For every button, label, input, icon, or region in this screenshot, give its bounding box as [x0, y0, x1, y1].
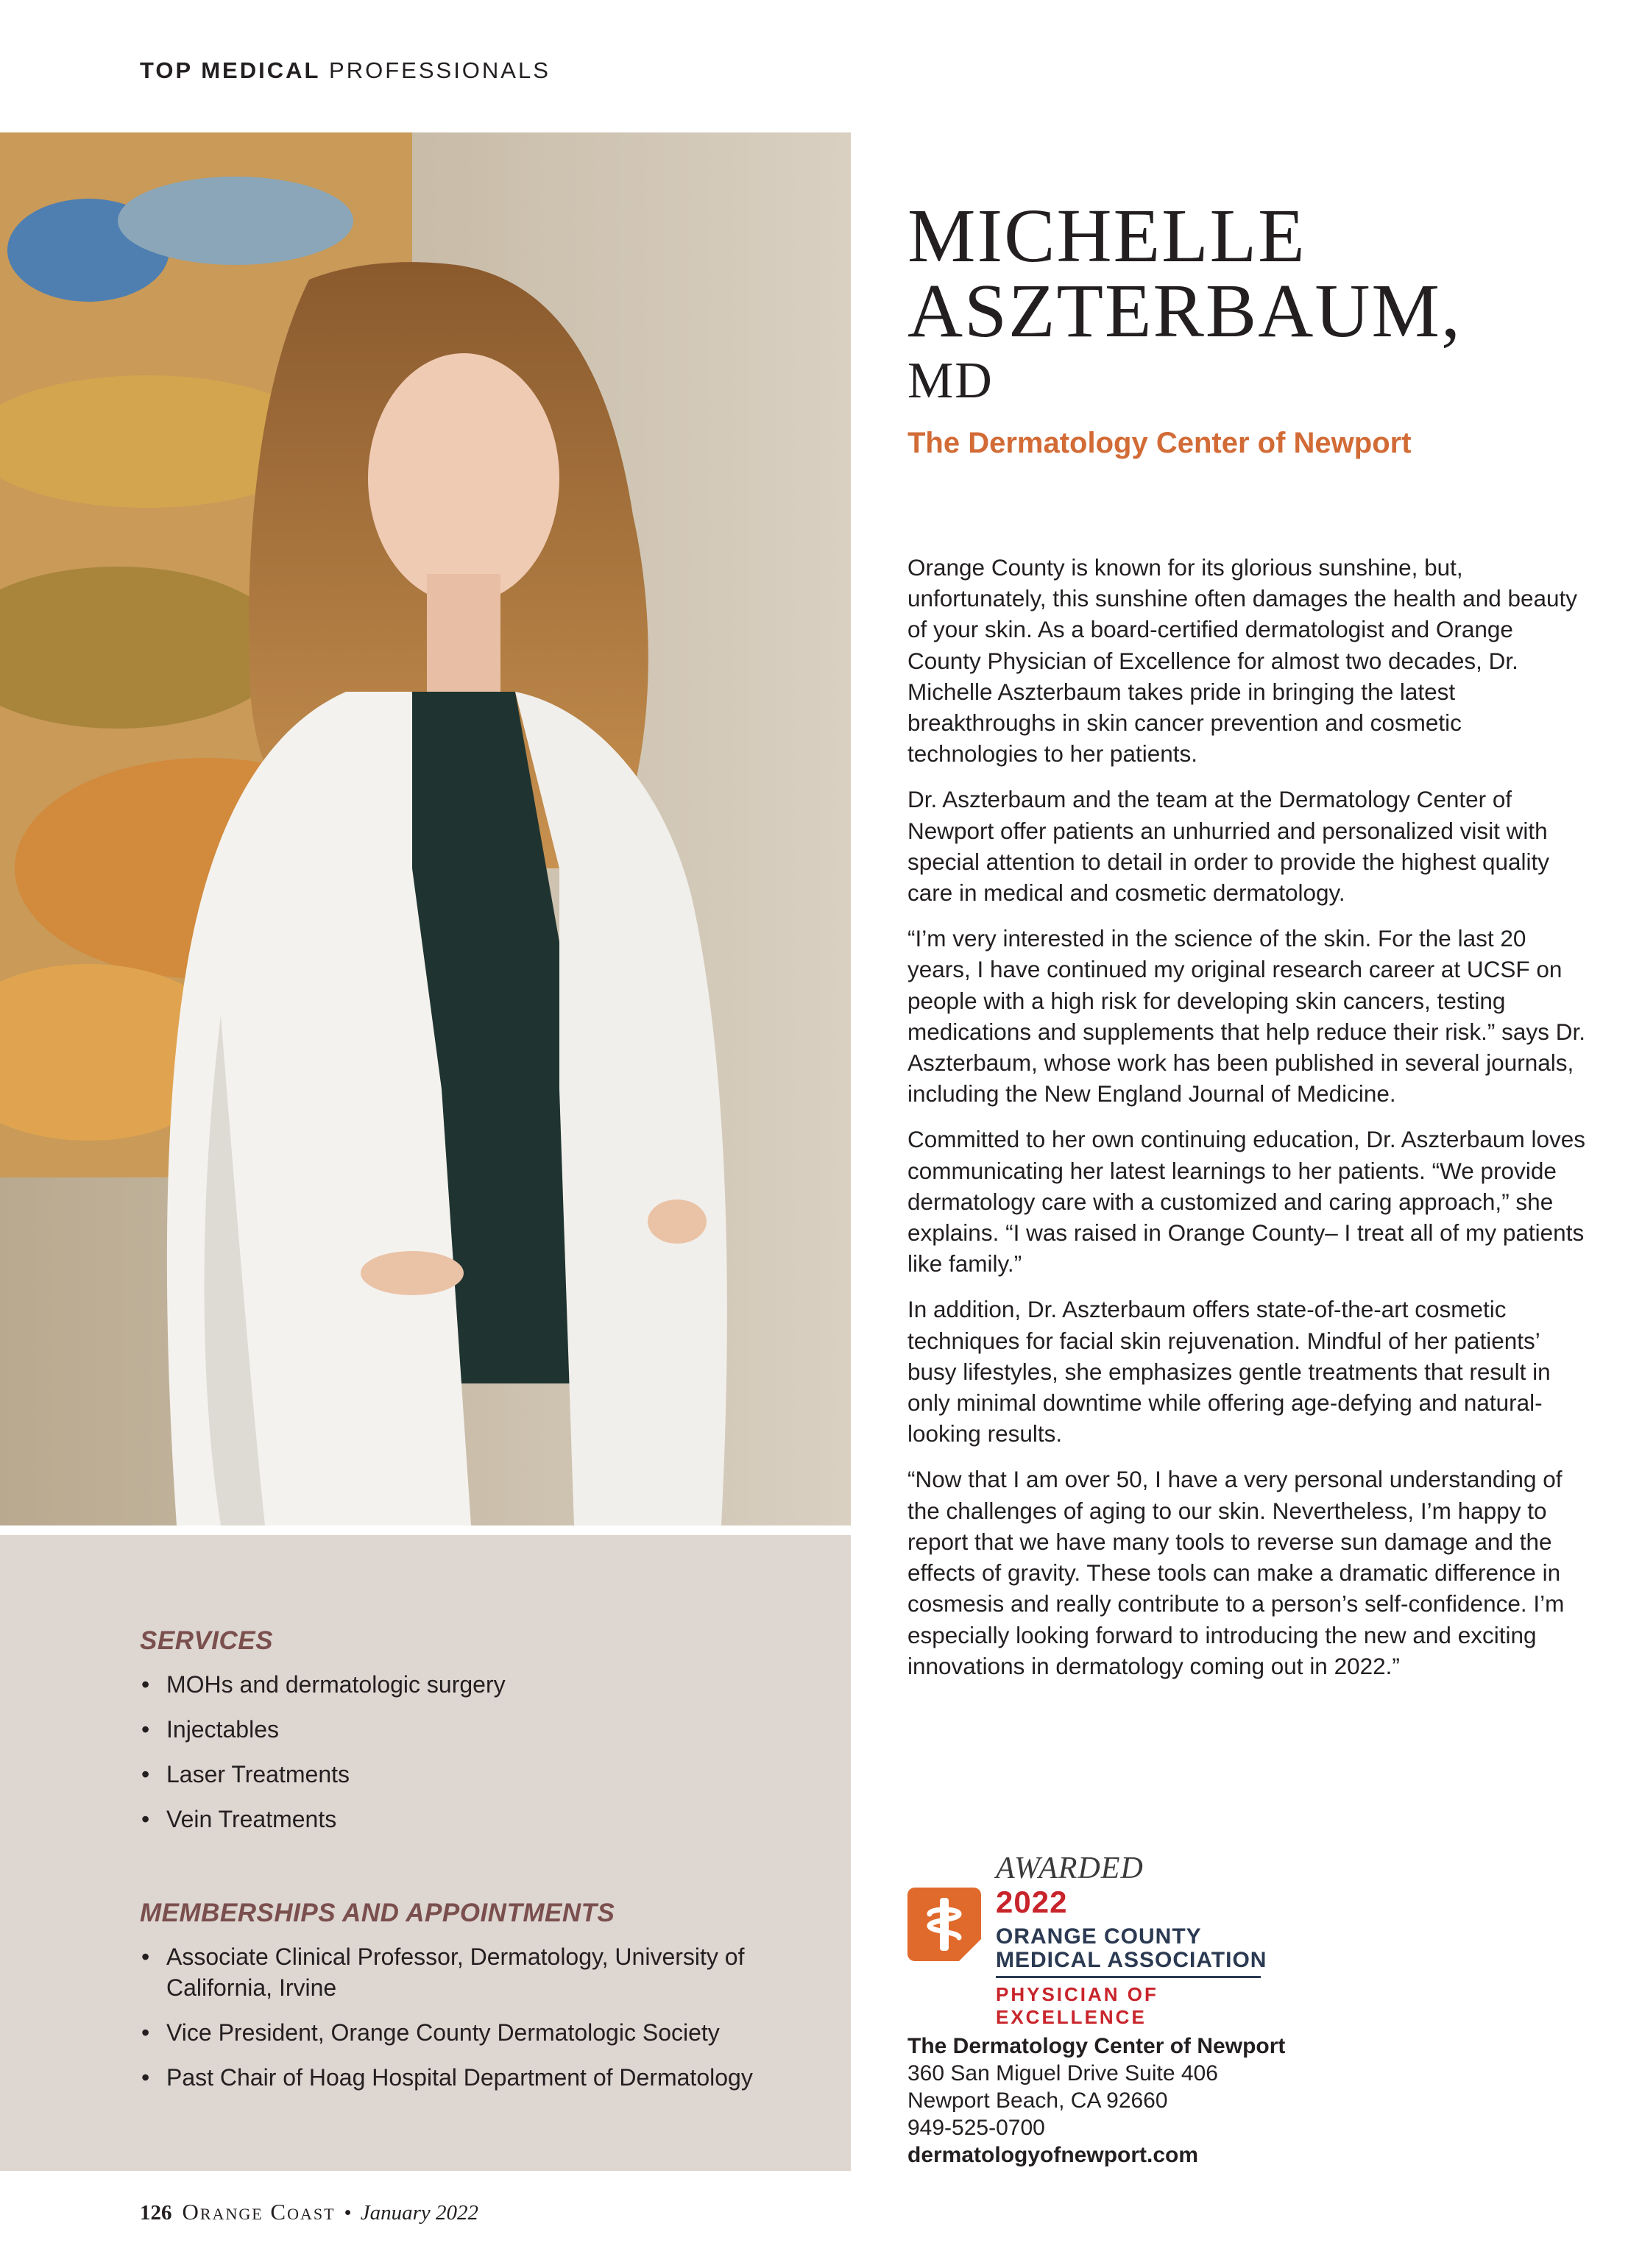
list-item [140, 1759, 788, 1790]
membership-label: Past Chair of Hoag Hospital Department of Dermatology [166, 2064, 753, 2091]
doctor-name [907, 194, 1462, 353]
list-item [140, 1804, 788, 1835]
bullet-icon: • [141, 1716, 150, 1743]
award-org-line2: MEDICAL ASSOCIATION [996, 1948, 1267, 1972]
section-label-rest: PROFESSIONALS [320, 57, 551, 83]
article-paragraph: Dr. Aszterbaum and the team at the Dermatology Center of Newport offer patients an unhurried and personalized visit with special attention to detail in order to provide the highest quality care in medical and cosmetic dermatology. [907, 786, 1550, 907]
footer-separator: • [344, 2201, 352, 2225]
magazine-name: Orange Coast [182, 2199, 336, 2225]
portrait-illustration [0, 132, 851, 1525]
list-item [140, 2062, 788, 2093]
ocma-logo-icon [907, 1888, 981, 1961]
list-item [140, 1941, 788, 2003]
list-item [140, 2017, 788, 2048]
bullet-icon: • [141, 1806, 150, 1832]
memberships-list [140, 1941, 788, 2093]
bullet-icon: • [141, 2064, 150, 2091]
service-label: Vein Treatments [166, 1806, 337, 1832]
list-item [140, 1669, 788, 1700]
service-label: MOHs and dermatologic surgery [166, 1671, 506, 1698]
doctor-name-line2: ASZTERBAUM, [907, 269, 1462, 353]
memberships-heading: MEMBERSHIPS AND APPOINTMENTS [140, 1899, 615, 1927]
award-org-line1: ORANGE COUNTY [996, 1924, 1202, 1949]
sidebar-panel [0, 1535, 851, 2171]
bullet-icon: • [141, 1671, 150, 1698]
contact-website-link[interactable]: dermatologyofnewport.com [907, 2143, 1199, 2167]
article-body [907, 552, 1592, 1696]
section-label-bold: TOP MEDICAL [140, 57, 321, 83]
page-footer [140, 2199, 478, 2225]
article-paragraph: Orange County is known for its glorious sunshine, but, unfortunately, this sunshine often damages the health and beauty of your skin. As a board-certified dermatologist and Orange County Physician of Excellence for almost two decades, Dr. Michelle Aszterbaum takes pride in bringing the latest breakthroughs in skin cancer prevention and cosmetic technologies to her patients. [907, 554, 1578, 768]
doctor-name-line1: MICHELLE [907, 194, 1306, 278]
service-label: Injectables [166, 1716, 279, 1743]
article-paragraph: “I’m very interested in the science of the skin. For the last 20 years, I have continued my original research career at UCSF on people with a high risk for developing skin cancers, testing medications and supplements that help reduce their risk.” says Dr. Aszterbaum, whose work has been published in several journals, including the New England Journal of Medicine. [907, 925, 1585, 1108]
contact-address-line1: 360 San Miguel Drive Suite 406 [907, 2061, 1218, 2086]
article-paragraph: “Now that I am over 50, I have a very personal understanding of the challenges of aging to our skin. Nevertheless, I’m happy to report that we have many tools to reverse sun damage and the effects of gravity. These tools can make a dramatic difference in cosmesis and really contribute to a person’s self-confidence. I’m especially looking forward to introducing the new and exciting innovations in dermatology coming out in 2022.” [907, 1466, 1565, 1679]
page-number: 126 [140, 2201, 172, 2225]
contact-phone[interactable]: 949-525-0700 [907, 2116, 1045, 2140]
bullet-icon: • [141, 1943, 150, 1970]
membership-label: Associate Clinical Professor, Dermatology, University of California, Irvine [166, 1943, 745, 2001]
services-list [140, 1669, 788, 1835]
issue-date: January 2022 [360, 2201, 478, 2225]
bullet-icon: • [141, 1761, 150, 1787]
award-divider [996, 1976, 1261, 1978]
article-paragraph: In addition, Dr. Aszterbaum offers state-of-the-art cosmetic techniques for facial skin rejuvenation. Mindful of her patients’ busy lifestyles, she emphasizes gentle treatments that result in only minimal downtime while offering age-defying and natural-looking results. [907, 1296, 1551, 1447]
award-awarded-label: AWARDED [996, 1851, 1144, 1885]
doctor-suffix: MD [907, 352, 994, 409]
award-subtitle: PHYSICIAN OF EXCELLENCE [996, 1983, 1158, 2028]
practice-name: The Dermatology Center of Newport [907, 427, 1412, 459]
award-badge [907, 1851, 1290, 2028]
list-item [140, 1714, 788, 1745]
service-label: Laser Treatments [166, 1761, 350, 1787]
bullet-icon: • [141, 2019, 150, 2046]
award-year: 2022 [996, 1885, 1068, 1919]
doctor-portrait-photo [0, 132, 851, 1525]
contact-block [907, 2033, 1285, 2169]
membership-label: Vice President, Orange County Dermatologic Society [166, 2019, 720, 2046]
services-heading: SERVICES [140, 1626, 273, 1655]
section-label [140, 57, 551, 84]
contact-name: The Dermatology Center of Newport [907, 2034, 1286, 2058]
contact-address-line2: Newport Beach, CA 92660 [907, 2088, 1168, 2113]
article-paragraph: Committed to her own continuing education, Dr. Aszterbaum loves communicating her latest learnings to her patients. “We provide dermatology care with a customized and caring approach,” she explains. “I was raised in Orange County– I treat all of my patients like family.” [907, 1126, 1585, 1277]
